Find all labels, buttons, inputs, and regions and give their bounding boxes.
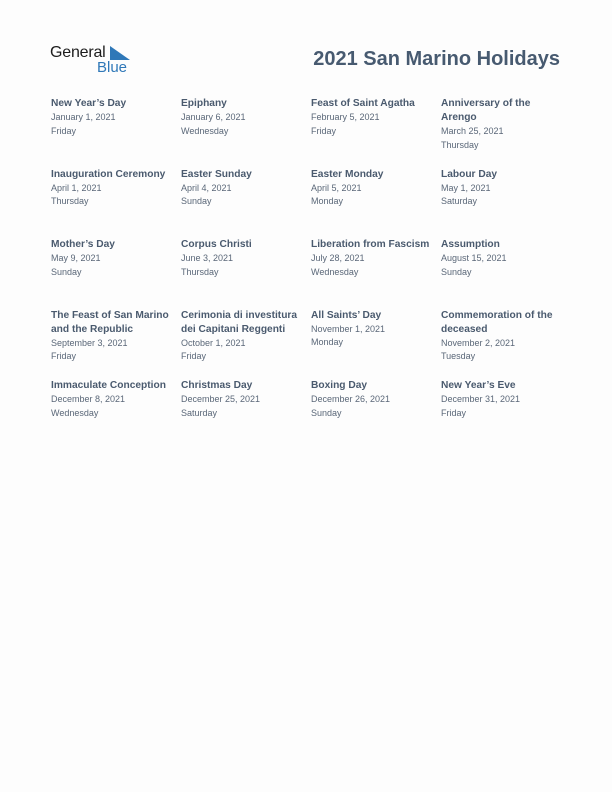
holiday-date: July 28, 2021	[311, 253, 365, 263]
holiday-entry	[311, 168, 441, 239]
holiday-entry	[441, 379, 571, 450]
holiday-entry	[51, 97, 181, 168]
holiday-name: Boxing Day	[311, 380, 368, 391]
holiday-weekday: Saturday	[181, 407, 218, 418]
holiday-entry	[311, 309, 441, 380]
holiday-name: Commemoration of the deceased	[441, 309, 553, 335]
holiday-weekday: Thursday	[51, 196, 89, 206]
holiday-weekday: Friday	[311, 125, 337, 136]
holiday-date: August 15, 2021	[441, 253, 507, 263]
holiday-name: Corpus Christi	[181, 239, 252, 250]
holiday-weekday: Sunday	[441, 266, 472, 277]
holiday-name: Labour Day	[441, 168, 498, 180]
holiday-weekday: Friday	[441, 407, 467, 418]
holiday-date: December 8, 2021	[51, 394, 126, 404]
holiday-date: April 1, 2021	[51, 182, 102, 193]
holiday-name: Mother’s Day	[51, 239, 115, 250]
holiday-date: December 26, 2021	[311, 394, 391, 404]
holiday-name: Liberation from Fascism	[311, 239, 430, 250]
holiday-entry	[441, 309, 571, 380]
holiday-name: New Year’s Day	[51, 98, 127, 109]
holiday-weekday: Sunday	[181, 196, 212, 206]
holiday-weekday: Thursday	[181, 266, 219, 277]
holiday-date: January 1, 2021	[51, 112, 116, 122]
holiday-date: April 5, 2021	[311, 182, 362, 193]
holiday-name: Inauguration Ceremony	[51, 168, 166, 180]
holiday-entry	[311, 379, 441, 450]
holiday-entry	[181, 309, 311, 380]
holiday-date: December 25, 2021	[181, 394, 261, 404]
logo-flag-icon	[110, 46, 130, 60]
holiday-weekday: Sunday	[311, 407, 342, 418]
holiday-date: November 1, 2021	[311, 323, 386, 334]
holiday-entry	[51, 309, 181, 380]
holiday-name: Immaculate Conception	[51, 380, 166, 391]
holiday-weekday: Friday	[181, 351, 207, 361]
holiday-entry	[311, 238, 441, 309]
logo-word-blue: Blue	[97, 59, 128, 76]
holiday-date: February 5, 2021	[311, 112, 380, 122]
holiday-entry	[51, 168, 181, 239]
holiday-name: All Saints’ Day	[311, 309, 382, 321]
holiday-date: November 2, 2021	[441, 337, 516, 348]
holiday-grid	[51, 97, 571, 450]
holiday-weekday: Monday	[311, 337, 344, 347]
holiday-name: New Year’s Eve	[441, 380, 516, 391]
holiday-date: May 9, 2021	[51, 253, 101, 263]
holiday-entry	[441, 168, 571, 239]
holiday-name: Easter Sunday	[181, 168, 252, 180]
holiday-weekday: Tuesday	[441, 351, 476, 361]
page-title: 2021 San Marino Holidays	[313, 48, 560, 70]
holiday-weekday: Wednesday	[311, 266, 359, 277]
holiday-date: September 3, 2021	[51, 337, 128, 348]
holiday-weekday: Wednesday	[51, 407, 99, 418]
holiday-name: Feast of Saint Agatha	[311, 98, 415, 109]
holiday-weekday: Sunday	[51, 266, 82, 277]
holiday-entry	[441, 238, 571, 309]
holiday-entry	[51, 379, 181, 450]
holiday-entry	[181, 168, 311, 239]
holiday-entry	[181, 97, 311, 168]
holiday-entry	[181, 238, 311, 309]
holiday-date: March 25, 2021	[441, 126, 504, 136]
holiday-date: May 1, 2021	[441, 182, 491, 193]
holiday-name: Cerimonia di investitura dei Capitani Reggenti	[181, 309, 298, 335]
holiday-name: The Feast of San Marino and the Republic	[51, 309, 169, 335]
holiday-name: Anniversary of the Arengo	[441, 98, 531, 123]
holiday-entry	[51, 238, 181, 309]
holiday-weekday: Monday	[311, 196, 344, 206]
holiday-entry	[441, 97, 571, 168]
holiday-date: June 3, 2021	[181, 253, 234, 263]
logo	[50, 44, 140, 78]
holiday-name: Assumption	[441, 239, 500, 250]
holiday-entry	[311, 97, 441, 168]
holiday-date: December 31, 2021	[441, 394, 521, 404]
holiday-weekday: Wednesday	[181, 125, 229, 136]
holiday-weekday: Thursday	[441, 139, 479, 150]
holiday-name: Epiphany	[181, 98, 227, 109]
holiday-name: Christmas Day	[181, 380, 253, 391]
holiday-weekday: Friday	[51, 125, 77, 136]
holiday-weekday: Saturday	[441, 196, 478, 206]
holiday-date: October 1, 2021	[181, 337, 246, 348]
holiday-date: April 4, 2021	[181, 182, 232, 193]
holiday-weekday: Friday	[51, 351, 77, 361]
holiday-date: January 6, 2021	[181, 112, 246, 122]
holiday-entry	[181, 379, 311, 450]
holiday-name: Easter Monday	[311, 168, 384, 180]
logo-word-general: General	[50, 44, 106, 61]
